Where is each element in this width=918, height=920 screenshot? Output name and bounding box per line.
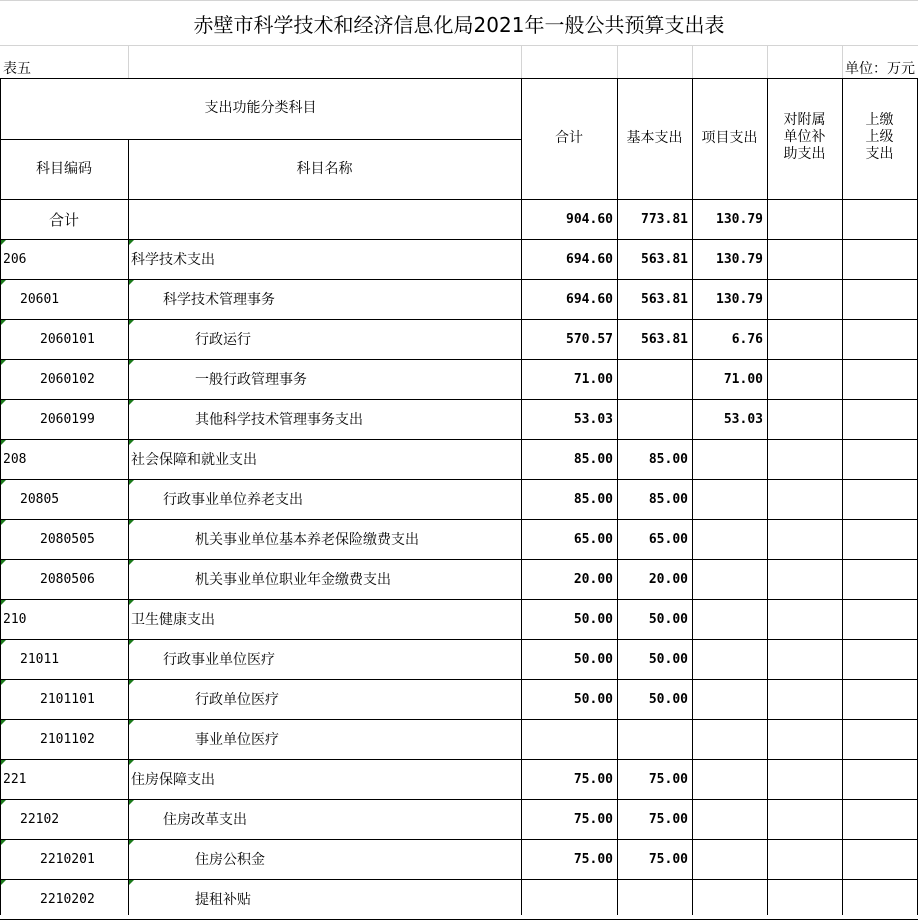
row-total[interactable]: 694.60 bbox=[566, 291, 613, 307]
row-project[interactable] bbox=[692, 599, 767, 639]
row-upper[interactable] bbox=[842, 879, 917, 919]
row-code[interactable]: 21011 bbox=[20, 651, 60, 667]
row-total[interactable]: 53.03 bbox=[573, 411, 613, 427]
page-title: 赤壁市科学技术和经济信息化局2021年一般公共预算支出表 bbox=[193, 12, 725, 37]
unit-label: 单位：万元 bbox=[845, 61, 915, 77]
border bbox=[0, 519, 918, 520]
row-name[interactable]: 机关事业单位基本养老保险缴费支出 bbox=[195, 532, 419, 548]
cell-marker bbox=[1, 360, 6, 365]
border bbox=[0, 439, 918, 440]
row-code[interactable]: 208 bbox=[3, 451, 27, 467]
row-code[interactable]: 2080505 bbox=[40, 531, 95, 547]
row-subsidy[interactable] bbox=[767, 719, 842, 759]
row-total-label[interactable]: 合计 bbox=[48, 210, 79, 229]
row-project[interactable] bbox=[692, 479, 767, 519]
header-code[interactable]: 科目编码 bbox=[36, 160, 92, 177]
row-basic[interactable]: 75.00 bbox=[648, 851, 688, 867]
row-name[interactable]: 一般行政管理事务 bbox=[195, 372, 307, 388]
row-name[interactable]: 科学技术管理事务 bbox=[163, 292, 275, 308]
table-label[interactable]: 表五 bbox=[3, 61, 31, 77]
border bbox=[0, 319, 918, 320]
cell-marker bbox=[1, 680, 6, 685]
border bbox=[0, 799, 918, 800]
border bbox=[0, 719, 918, 720]
row-project[interactable]: 130.79 bbox=[716, 291, 763, 307]
row-project[interactable] bbox=[692, 559, 767, 599]
row-total[interactable]: 50.00 bbox=[573, 691, 613, 707]
border bbox=[0, 78, 1, 915]
row-project[interactable] bbox=[692, 799, 767, 839]
row-upper[interactable] bbox=[842, 239, 917, 279]
row-basic[interactable]: 85.00 bbox=[648, 491, 688, 507]
border bbox=[617, 78, 618, 915]
row-code[interactable]: 206 bbox=[3, 251, 27, 267]
header-name[interactable]: 科目名称 bbox=[296, 160, 353, 177]
row-project[interactable] bbox=[692, 879, 767, 919]
row-total[interactable]: 75.00 bbox=[573, 771, 613, 787]
row-upper[interactable] bbox=[842, 359, 917, 399]
row-code[interactable]: 2101102 bbox=[40, 731, 95, 747]
row-total[interactable]: 85.00 bbox=[573, 451, 613, 467]
row-subsidy[interactable] bbox=[767, 599, 842, 639]
cell-marker bbox=[129, 480, 134, 485]
header-upper[interactable]: 上缴上级支出 bbox=[865, 112, 894, 162]
row-total[interactable] bbox=[521, 719, 617, 759]
row-code[interactable]: 22102 bbox=[20, 811, 60, 827]
row-name[interactable]: 社会保障和就业支出 bbox=[131, 452, 257, 468]
row-code[interactable]: 2080506 bbox=[40, 571, 95, 587]
row-upper[interactable] bbox=[842, 519, 917, 559]
row-name[interactable]: 提租补贴 bbox=[195, 892, 251, 908]
row-name[interactable]: 住房改革支出 bbox=[163, 812, 247, 828]
row-name[interactable]: 机关事业单位职业年金缴费支出 bbox=[195, 572, 391, 588]
cell-marker bbox=[129, 320, 134, 325]
cell-marker bbox=[129, 600, 134, 605]
cell-marker bbox=[129, 720, 134, 725]
cell-marker bbox=[129, 360, 134, 365]
header-group[interactable]: 支出功能分类科目 bbox=[204, 100, 317, 116]
cell-marker bbox=[129, 400, 134, 405]
cell-marker bbox=[129, 680, 134, 685]
cell-marker bbox=[129, 560, 134, 565]
cell-marker bbox=[129, 520, 134, 525]
row-upper[interactable] bbox=[842, 599, 917, 639]
row-upper[interactable] bbox=[842, 279, 917, 319]
row-upper[interactable] bbox=[842, 199, 917, 239]
cell-marker bbox=[1, 640, 6, 645]
border bbox=[0, 279, 918, 280]
row-upper[interactable] bbox=[842, 479, 917, 519]
header-total[interactable]: 合计 bbox=[555, 130, 583, 146]
row-basic[interactable]: 75.00 bbox=[648, 811, 688, 827]
row-total[interactable]: 50.00 bbox=[573, 611, 613, 627]
cell-marker bbox=[1, 440, 6, 445]
border bbox=[0, 399, 918, 400]
row-upper[interactable] bbox=[842, 759, 917, 799]
row-subsidy[interactable] bbox=[767, 679, 842, 719]
row-project[interactable]: 6.76 bbox=[731, 331, 763, 347]
border bbox=[0, 639, 918, 640]
row-code[interactable]: 210 bbox=[3, 611, 27, 627]
row-total[interactable]: 65.00 bbox=[573, 531, 613, 547]
border bbox=[842, 78, 843, 915]
row-basic[interactable]: 85.00 bbox=[648, 451, 688, 467]
row-total[interactable]: 904.60 bbox=[566, 211, 613, 227]
row-subsidy[interactable] bbox=[767, 519, 842, 559]
row-subsidy[interactable] bbox=[767, 479, 842, 519]
border bbox=[0, 679, 918, 680]
border bbox=[0, 199, 918, 200]
row-total[interactable] bbox=[521, 879, 617, 919]
row-upper[interactable] bbox=[842, 799, 917, 839]
row-subsidy[interactable] bbox=[767, 239, 842, 279]
row-name[interactable]: 行政单位医疗 bbox=[195, 692, 279, 708]
row-upper[interactable] bbox=[842, 639, 917, 679]
header-basic[interactable]: 基本支出 bbox=[626, 130, 683, 146]
row-subsidy[interactable] bbox=[767, 439, 842, 479]
row-subsidy[interactable] bbox=[767, 839, 842, 879]
border bbox=[0, 359, 918, 360]
border bbox=[0, 879, 918, 880]
row-total[interactable]: 75.00 bbox=[573, 851, 613, 867]
gridline bbox=[521, 46, 522, 78]
cell-marker bbox=[1, 720, 6, 725]
header-subsidy[interactable]: 对附属单位补助支出 bbox=[783, 112, 826, 162]
border bbox=[0, 559, 918, 560]
row-basic[interactable]: 563.81 bbox=[641, 331, 688, 347]
row-project[interactable]: 53.03 bbox=[723, 411, 763, 427]
cell-marker bbox=[1, 880, 6, 885]
cell-marker bbox=[1, 480, 6, 485]
row-upper[interactable] bbox=[842, 559, 917, 599]
row-basic[interactable]: 563.81 bbox=[641, 291, 688, 307]
row-subsidy[interactable] bbox=[767, 799, 842, 839]
row-basic[interactable]: 563.81 bbox=[641, 251, 688, 267]
row-code[interactable]: 2210201 bbox=[40, 851, 95, 867]
row-upper[interactable] bbox=[842, 319, 917, 359]
row-code[interactable]: 2060102 bbox=[40, 371, 95, 387]
row-subsidy[interactable] bbox=[767, 319, 842, 359]
gridline bbox=[617, 46, 618, 78]
row-upper[interactable] bbox=[842, 719, 917, 759]
row-name[interactable] bbox=[128, 199, 521, 239]
row-code[interactable]: 20601 bbox=[20, 291, 60, 307]
cell-marker bbox=[1, 840, 6, 845]
border bbox=[521, 78, 522, 915]
row-basic[interactable]: 50.00 bbox=[648, 611, 688, 627]
border bbox=[0, 139, 521, 140]
border bbox=[767, 78, 768, 915]
cell-marker bbox=[129, 440, 134, 445]
cell-marker bbox=[129, 240, 134, 245]
row-project[interactable] bbox=[692, 639, 767, 679]
row-project[interactable] bbox=[692, 759, 767, 799]
cell-marker bbox=[129, 840, 134, 845]
row-name[interactable]: 事业单位医疗 bbox=[195, 732, 279, 748]
cell-marker bbox=[1, 400, 6, 405]
row-total[interactable]: 75.00 bbox=[573, 811, 613, 827]
row-subsidy[interactable] bbox=[767, 399, 842, 439]
row-name[interactable]: 住房公积金 bbox=[195, 852, 265, 868]
cell-marker bbox=[129, 760, 134, 765]
row-subsidy[interactable] bbox=[767, 199, 842, 239]
row-name[interactable]: 科学技术支出 bbox=[131, 252, 215, 268]
row-basic[interactable]: 50.00 bbox=[648, 691, 688, 707]
cell-marker bbox=[1, 240, 6, 245]
row-name[interactable]: 行政事业单位养老支出 bbox=[163, 492, 303, 508]
cell-marker bbox=[129, 280, 134, 285]
border bbox=[128, 139, 129, 915]
row-subsidy[interactable] bbox=[767, 759, 842, 799]
row-code[interactable]: 2210202 bbox=[40, 891, 95, 907]
row-basic[interactable] bbox=[617, 399, 692, 439]
cell-marker bbox=[1, 520, 6, 525]
row-upper[interactable] bbox=[842, 679, 917, 719]
cell-marker bbox=[1, 320, 6, 325]
row-basic[interactable] bbox=[617, 879, 692, 919]
border bbox=[0, 78, 918, 79]
gridline bbox=[0, 45, 918, 46]
row-code[interactable]: 20805 bbox=[20, 491, 60, 507]
row-code[interactable]: 221 bbox=[3, 771, 27, 787]
cell-marker bbox=[129, 800, 134, 805]
row-subsidy[interactable] bbox=[767, 639, 842, 679]
cell-marker bbox=[1, 760, 6, 765]
border bbox=[692, 78, 693, 915]
cell-marker bbox=[1, 280, 6, 285]
row-name[interactable]: 行政事业单位医疗 bbox=[163, 652, 275, 668]
row-subsidy[interactable] bbox=[767, 879, 842, 919]
row-total[interactable]: 85.00 bbox=[573, 491, 613, 507]
row-basic[interactable]: 75.00 bbox=[648, 771, 688, 787]
border bbox=[0, 759, 918, 760]
row-project[interactable] bbox=[692, 679, 767, 719]
gridline bbox=[128, 46, 129, 78]
row-total[interactable]: 20.00 bbox=[573, 571, 613, 587]
row-name[interactable]: 行政运行 bbox=[195, 332, 251, 348]
row-project[interactable] bbox=[692, 839, 767, 879]
row-code[interactable]: 2101101 bbox=[40, 691, 95, 707]
row-total[interactable]: 50.00 bbox=[573, 651, 613, 667]
row-project[interactable]: 130.79 bbox=[716, 211, 763, 227]
row-project[interactable] bbox=[692, 519, 767, 559]
row-basic[interactable]: 50.00 bbox=[648, 651, 688, 667]
cell-marker bbox=[1, 600, 6, 605]
row-code[interactable]: 2060199 bbox=[40, 411, 95, 427]
row-total[interactable]: 694.60 bbox=[566, 251, 613, 267]
row-subsidy[interactable] bbox=[767, 279, 842, 319]
row-project[interactable] bbox=[692, 719, 767, 759]
border bbox=[0, 839, 918, 840]
row-basic[interactable]: 65.00 bbox=[648, 531, 688, 547]
header-project[interactable]: 项目支出 bbox=[701, 130, 758, 146]
cell-marker bbox=[1, 560, 6, 565]
border bbox=[0, 599, 918, 600]
cell-marker bbox=[129, 880, 134, 885]
row-total[interactable]: 71.00 bbox=[573, 371, 613, 387]
row-upper[interactable] bbox=[842, 439, 917, 479]
row-basic[interactable] bbox=[617, 359, 692, 399]
row-basic[interactable]: 20.00 bbox=[648, 571, 688, 587]
row-name[interactable]: 住房保障支出 bbox=[131, 772, 215, 788]
gridline bbox=[692, 46, 693, 78]
row-project[interactable] bbox=[692, 439, 767, 479]
cell-marker bbox=[129, 640, 134, 645]
row-subsidy[interactable] bbox=[767, 359, 842, 399]
row-total[interactable]: 570.57 bbox=[566, 331, 613, 347]
row-subsidy[interactable] bbox=[767, 559, 842, 599]
row-basic[interactable] bbox=[617, 719, 692, 759]
gridline bbox=[0, 0, 918, 1]
cell-marker bbox=[1, 800, 6, 805]
row-project[interactable]: 130.79 bbox=[716, 251, 763, 267]
row-upper[interactable] bbox=[842, 399, 917, 439]
border bbox=[0, 239, 918, 240]
row-upper[interactable] bbox=[842, 839, 917, 879]
border bbox=[0, 479, 918, 480]
row-name[interactable]: 其他科学技术管理事务支出 bbox=[195, 412, 363, 428]
row-basic[interactable]: 773.81 bbox=[641, 211, 688, 227]
row-project[interactable]: 71.00 bbox=[723, 371, 763, 387]
row-code[interactable]: 2060101 bbox=[40, 331, 95, 347]
row-name[interactable]: 卫生健康支出 bbox=[131, 612, 215, 628]
